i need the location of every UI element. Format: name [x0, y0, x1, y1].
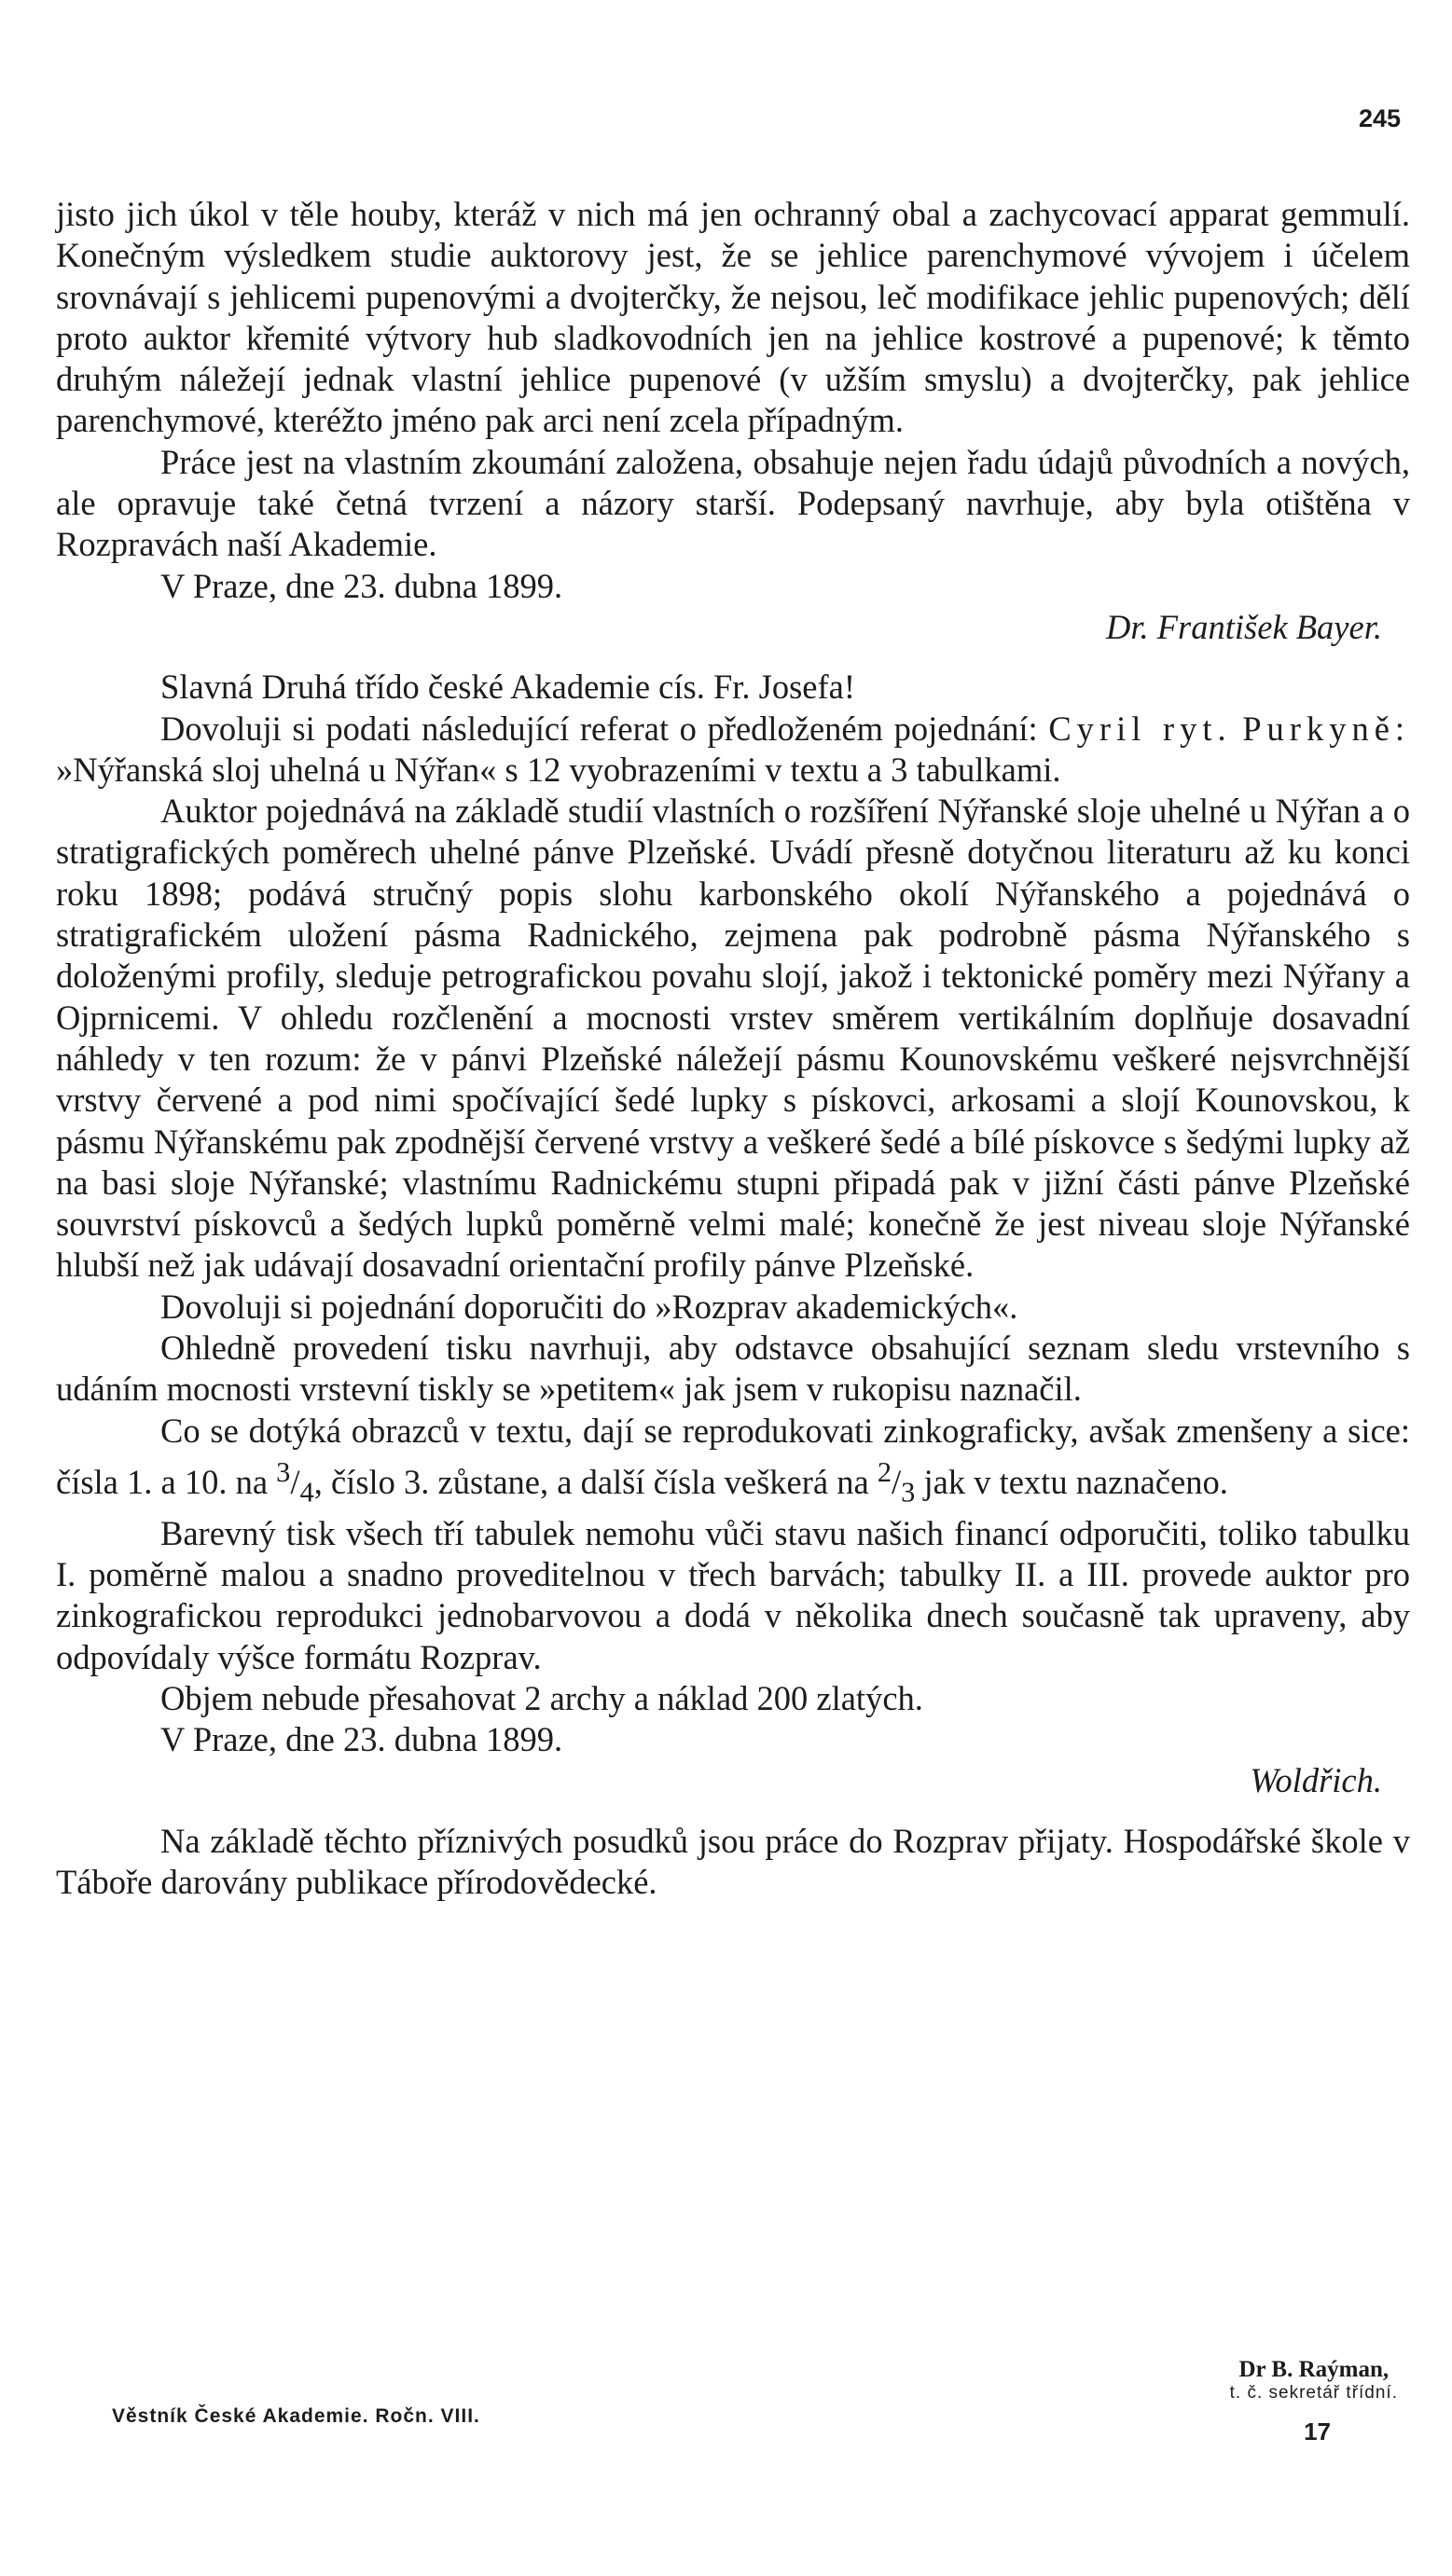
signature-bayer: Dr. František Bayer. — [1105, 607, 1382, 646]
secretary-title: t. č. sekretář třídní. — [1229, 2383, 1398, 2403]
intro-paragraph — [56, 709, 1410, 792]
paragraph: Auktor pojednává na základě studií vlastních o rozšíření Nýřanské sloje uhelné u Nýřan a o stratigrafických poměrech uhelné pánve Plzeňské. Uvádí přesně dotyčnou literaturu až ku konci roku 1898; podává stručný popis slohu karbonského okolí Nýřanského a pojednává o stratigrafickém uložení pásma Radnického, zejmena pak podrobně pásma Nýřanského s doloženými profily, sleduje petrografickou povahu slojí, jakož i tektonické poměry mezi Nýřany a Ojprnicemi. V ohledu rozčlenění a mocnosti vrstev směrem vertikálním doplňuje dosavadní náhledy v ten rozum: že v pánvi Plzeňské náležejí pásmu Kounovskému veškeré nejsvrchnější vrstvy červené a pod nimi spočívající šedé lupky s pískovci, arkosami a slojí Kounovskou, k pásmu Nýřanskému pak zpodnější červené vrstvy a veškeré šedé a bílé pískovce s šedými lupky až na basi sloje Nýřanské; vlastnímu Radnickému stupni připadá pak v jižní části pánve Plzeňské souvrství pískovců a šedých lupků poměrně velmi malé; konečně že jest niveau sloje Nýřanské hlubší než jak udávají dosavadní orientační profily pánve Plzeňské. — [56, 792, 1410, 1285]
paragraph: Barevný tisk všech tří tabulek nemohu vůči stavu našich financí odporučiti, toliko tabulku I. poměrně malou a snadno proveditelnou v třech barvách; tabulky II. a III. provede auktor pro zinkografickou reprodukci jednobarvovou a dodá v několika dnech současně tak upraveny, aby odpovídaly výšce formátu Rozprav. — [56, 1513, 1410, 1676]
figures-paragraph: Co se dotýká obrazců v textu, dají se reprodukovati zinkograficky, avšak zmenšeny a sice: čísla 1. a 10. na $^3/_4$, číslo 3. zůstane, a další čísla veškerá na $^2/_3$ jak v textu naznačeno. — [56, 1411, 1410, 1508]
sheet-number: 17 — [1304, 2418, 1331, 2445]
paragraph: Práce jest na vlastním zkoumání založena, obsahuje nejen řadu údajů původních a nových, ale opravuje také četná tvrzení a názory starší. Podepsaný navrhuje, aby byla otištěna v Rozpravách naší Akademie. — [56, 442, 1410, 564]
fraction-num: 2 — [877, 1455, 892, 1488]
date-line: V Praze, dne 23. dubna 1899. — [160, 1720, 563, 1759]
signature-woldrich: Woldřich. — [1250, 1761, 1382, 1800]
figures-tail: jak v textu naznačeno. — [923, 1463, 1228, 1502]
date-line: V Praze, dne 23. dubna 1899. — [160, 566, 563, 605]
salutation: Slavná Druhá třído české Akademie cís. Fr. Josefa! — [160, 668, 856, 707]
fraction-den: 3 — [901, 1476, 916, 1508]
conclusion: Na základě těchto příznivých posudků jsou práce do Rozprav přijaty. Hospodářské škole v Táboře darovány publikace přírodovědecké. — [56, 1821, 1410, 1902]
figures-text: Co se dotýká obrazců v textu, dají se reprodukovati zinkograficky, avšak zmenšeny a sice: čísla 1. a 10. na — [56, 1411, 1410, 1502]
secretary-name: Dr B. Raýman, — [1238, 2357, 1390, 2382]
paragraph: Objem nebude přesahovat 2 archy a náklad 200 zlatých. — [160, 1678, 923, 1717]
journal-line: Věstník České Akademie. Ročn. VIII. — [112, 2405, 480, 2427]
paragraph: Ohledně provedení tisku navrhuji, aby odstavce obsahující seznam sledu vrstevního s udáním mocnosti vrstevní tiskly se »petitem« jak jsem v rukopisu naznačil. — [56, 1329, 1410, 1409]
intro-tail: s 12 vyobrazeními v textu a 3 tabulkami. — [505, 750, 1061, 789]
intro-text: Dovoluji si podati následující referat o předloženém pojednání: — [160, 709, 1038, 748]
secretary-block — [1230, 2357, 1398, 2404]
author-first: Cyril ryt. — [1048, 709, 1232, 748]
figures-middle: , číslo 3. zůstane, a další čísla veškerá na — [313, 1463, 869, 1502]
paragraph: Dovoluji si pojednání doporučiti do »Rozprav akademických«. — [160, 1287, 1018, 1326]
author-last: Purkyně: — [1242, 709, 1411, 748]
work-title: »Nýřanská sloj uhelná u Nýřan« — [56, 750, 497, 789]
footer — [112, 2357, 1398, 2431]
fraction-num: 3 — [276, 1455, 291, 1488]
page-number: 245 — [1358, 104, 1401, 132]
fraction-den: 4 — [299, 1476, 314, 1508]
paragraph: jisto jich úkol v těle houby, kteráž v nich má jen ochranný obal a zachycovací apparat gemmulí. Konečným výsledkem studie auktorovy jest, že se jehlice parenchymové vývojem i účelem srovnávají s jehlicemi pupenovými a dvojterčky, že nejsou, leč modifikace jehlic pupenových; dělí proto auktor křemité výtvory hub sladkovodních jen na jehlice kostrové a pupenové; k těmto druhým náležejí jednak vlastní jehlice pupenové (v užším smyslu) a dvojterčky, pak jehlice parenchymové, kteréžto jméno pak arci není zcela případným. — [56, 195, 1410, 440]
document-body — [56, 194, 1410, 1903]
